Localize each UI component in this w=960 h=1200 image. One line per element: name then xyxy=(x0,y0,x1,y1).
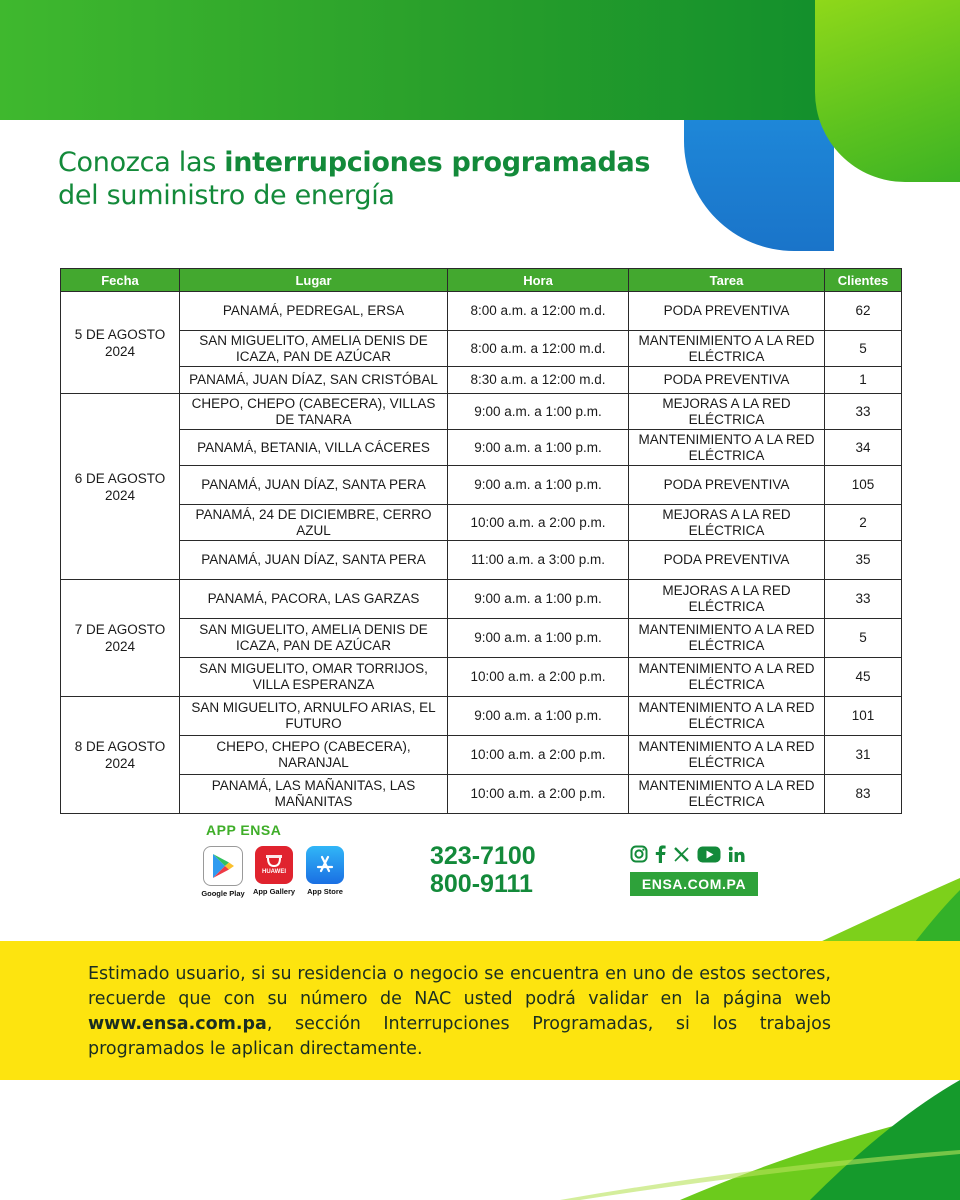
clientes-cell: 34 xyxy=(825,430,902,466)
header-blue-shape xyxy=(684,120,834,251)
clientes-cell: 45 xyxy=(825,658,902,697)
app-store-icon xyxy=(306,846,344,884)
tarea-cell: PODA PREVENTIVA xyxy=(629,541,825,580)
date-cell: 6 DE AGOSTO 2024 xyxy=(61,394,180,580)
table-row xyxy=(61,292,902,331)
tarea-cell: MEJORAS A LA RED ELÉCTRICA xyxy=(629,505,825,541)
header-lime-shape xyxy=(815,0,960,182)
title-emphasis: interrupciones programadas xyxy=(224,147,651,178)
tarea-cell: MANTENIMIENTO A LA RED ELÉCTRICA xyxy=(629,775,825,814)
hora-cell: 9:00 a.m. a 1:00 p.m. xyxy=(448,394,629,430)
clientes-cell: 5 xyxy=(825,331,902,367)
decorative-swoosh-bottom xyxy=(560,1080,960,1200)
lugar-cell: CHEPO, CHEPO (CABECERA), VILLAS DE TANARA xyxy=(180,394,448,430)
hora-cell: 9:00 a.m. a 1:00 p.m. xyxy=(448,466,629,505)
date-cell: 5 DE AGOSTO 2024 xyxy=(61,292,180,394)
clientes-cell: 101 xyxy=(825,697,902,736)
title-prefix: Conozca las xyxy=(58,147,225,178)
app-gallery-label: App Gallery xyxy=(252,887,296,896)
x-icon[interactable] xyxy=(673,846,690,863)
column-header-hora: Hora xyxy=(448,269,629,292)
huawei-icon-text: HUAWEI xyxy=(262,869,286,875)
clientes-cell: 83 xyxy=(825,775,902,814)
hora-cell: 8:00 a.m. a 12:00 m.d. xyxy=(448,292,629,331)
table-row xyxy=(61,430,902,466)
tarea-cell: PODA PREVENTIVA xyxy=(629,292,825,331)
page-title xyxy=(58,146,650,212)
column-header-lugar: Lugar xyxy=(180,269,448,292)
hora-cell: 10:00 a.m. a 2:00 p.m. xyxy=(448,775,629,814)
app-store-badge[interactable] xyxy=(302,846,348,896)
tarea-cell: MANTENIMIENTO A LA RED ELÉCTRICA xyxy=(629,697,825,736)
table-header-row xyxy=(61,269,902,292)
instagram-icon[interactable] xyxy=(630,845,648,863)
google-play-icon xyxy=(203,846,243,886)
lugar-cell: CHEPO, CHEPO (CABECERA), NARANJAL xyxy=(180,736,448,775)
table-row xyxy=(61,505,902,541)
clientes-cell: 1 xyxy=(825,367,902,394)
notice-url[interactable]: www.ensa.com.pa xyxy=(88,1014,267,1034)
hora-cell: 10:00 a.m. a 2:00 p.m. xyxy=(448,736,629,775)
google-play-label: Google Play xyxy=(201,889,245,898)
tarea-cell: MEJORAS A LA RED ELÉCTRICA xyxy=(629,394,825,430)
table-row xyxy=(61,619,902,658)
tarea-cell: MANTENIMIENTO A LA RED ELÉCTRICA xyxy=(629,619,825,658)
tarea-cell: MANTENIMIENTO A LA RED ELÉCTRICA xyxy=(629,430,825,466)
date-cell: 7 DE AGOSTO 2024 xyxy=(61,580,180,697)
tarea-cell: MANTENIMIENTO A LA RED ELÉCTRICA xyxy=(629,736,825,775)
lugar-cell: PANAMÁ, PACORA, LAS GARZAS xyxy=(180,580,448,619)
lugar-cell: SAN MIGUELITO, AMELIA DENIS DE ICAZA, PAN DE AZÚCAR xyxy=(180,619,448,658)
clientes-cell: 33 xyxy=(825,394,902,430)
interruptions-table xyxy=(60,268,902,814)
hora-cell: 9:00 a.m. a 1:00 p.m. xyxy=(448,430,629,466)
lugar-cell: PANAMÁ, JUAN DÍAZ, SANTA PERA xyxy=(180,466,448,505)
lugar-cell: PANAMÁ, LAS MAÑANITAS, LAS MAÑANITAS xyxy=(180,775,448,814)
lugar-cell: PANAMÁ, 24 DE DICIEMBRE, CERRO AZUL xyxy=(180,505,448,541)
app-store-label: App Store xyxy=(307,887,343,896)
hora-cell: 10:00 a.m. a 2:00 p.m. xyxy=(448,505,629,541)
decorative-swoosh-top xyxy=(700,860,960,950)
table-row xyxy=(61,394,902,430)
column-header-fecha: Fecha xyxy=(61,269,180,292)
phone-number-1[interactable]: 323-7100 xyxy=(430,842,536,870)
clientes-cell: 33 xyxy=(825,580,902,619)
table-row xyxy=(61,541,902,580)
table-row xyxy=(61,466,902,505)
table-row xyxy=(61,658,902,697)
hora-cell: 9:00 a.m. a 1:00 p.m. xyxy=(448,619,629,658)
hora-cell: 10:00 a.m. a 2:00 p.m. xyxy=(448,658,629,697)
clientes-cell: 35 xyxy=(825,541,902,580)
huawei-app-gallery-icon xyxy=(255,846,293,884)
google-play-badge[interactable] xyxy=(200,846,246,898)
lugar-cell: SAN MIGUELITO, AMELIA DENIS DE ICAZA, PAN DE AZÚCAR xyxy=(180,331,448,367)
hora-cell: 9:00 a.m. a 1:00 p.m. xyxy=(448,697,629,736)
notice-text-after: , sección Interrupciones Programadas, si los trabajos programados le aplican directamente. xyxy=(88,1014,831,1059)
tarea-cell: PODA PREVENTIVA xyxy=(629,367,825,394)
table-row xyxy=(61,580,902,619)
hora-cell: 8:00 a.m. a 12:00 m.d. xyxy=(448,331,629,367)
column-header-clientes: Clientes xyxy=(825,269,902,292)
table-row xyxy=(61,697,902,736)
clientes-cell: 2 xyxy=(825,505,902,541)
app-label: APP ENSA xyxy=(206,822,282,838)
contact-phones xyxy=(430,842,536,898)
date-cell: 8 DE AGOSTO 2024 xyxy=(61,697,180,814)
table-row xyxy=(61,736,902,775)
tarea-cell: MANTENIMIENTO A LA RED ELÉCTRICA xyxy=(629,331,825,367)
tarea-cell: MANTENIMIENTO A LA RED ELÉCTRICA xyxy=(629,658,825,697)
clientes-cell: 105 xyxy=(825,466,902,505)
lugar-cell: PANAMÁ, JUAN DÍAZ, SANTA PERA xyxy=(180,541,448,580)
clientes-cell: 62 xyxy=(825,292,902,331)
lugar-cell: PANAMÁ, BETANIA, VILLA CÁCERES xyxy=(180,430,448,466)
facebook-icon[interactable] xyxy=(655,845,666,863)
table-row xyxy=(61,775,902,814)
title-subline: del suministro de energía xyxy=(58,180,395,211)
hora-cell: 9:00 a.m. a 1:00 p.m. xyxy=(448,580,629,619)
tarea-cell: PODA PREVENTIVA xyxy=(629,466,825,505)
notice-text-before: Estimado usuario, si su residencia o negocio se encuentra en uno de estos sectores, recuerde que con su número de NAC usted podrá validar en la página web xyxy=(88,964,831,1009)
notice-text xyxy=(88,962,831,1062)
lugar-cell: PANAMÁ, PEDREGAL, ERSA xyxy=(180,292,448,331)
lugar-cell: PANAMÁ, JUAN DÍAZ, SAN CRISTÓBAL xyxy=(180,367,448,394)
lugar-cell: SAN MIGUELITO, ARNULFO ARIAS, EL FUTURO xyxy=(180,697,448,736)
app-gallery-badge[interactable] xyxy=(251,846,297,896)
phone-number-2[interactable]: 800-9111 xyxy=(430,870,533,898)
hora-cell: 8:30 a.m. a 12:00 m.d. xyxy=(448,367,629,394)
table-row xyxy=(61,367,902,394)
lugar-cell: SAN MIGUELITO, OMAR TORRIJOS, VILLA ESPERANZA xyxy=(180,658,448,697)
website-link[interactable]: ENSA.COM.PA xyxy=(630,872,758,896)
hora-cell: 11:00 a.m. a 3:00 p.m. xyxy=(448,541,629,580)
clientes-cell: 31 xyxy=(825,736,902,775)
column-header-tarea: Tarea xyxy=(629,269,825,292)
tarea-cell: MEJORAS A LA RED ELÉCTRICA xyxy=(629,580,825,619)
table-row xyxy=(61,331,902,367)
clientes-cell: 5 xyxy=(825,619,902,658)
